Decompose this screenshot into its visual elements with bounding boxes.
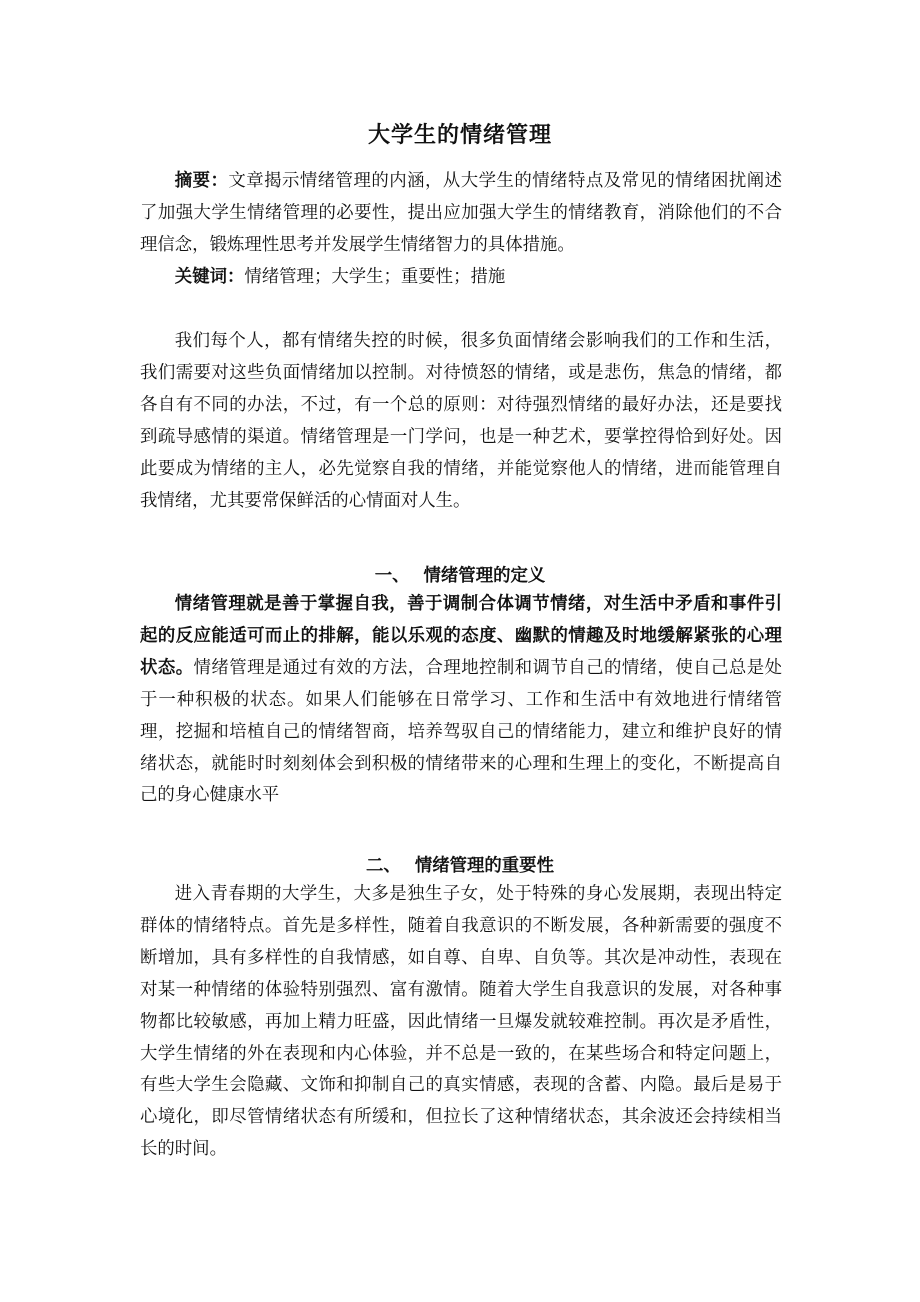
section-1-title: 情绪管理的定义 bbox=[423, 566, 546, 586]
abstract-text: 文章揭示情绪管理的内涵，从大学生的情绪特点及常见的情绪困扰阐述了加强大学生情绪管理的必要性，提出应加强大学生的情绪教育，消除他们的不合理信念，锻炼理性思考并发展学生情绪智力的具体措施。 bbox=[140, 171, 782, 255]
section-2-heading bbox=[0, 851, 920, 876]
section-1-text: 情绪管理是通过有效的方法，合理地控制和调节自己的情绪，使自己总是处于一种积极的状态。如果人们能够在日常学习、工作和生活中有效地进行情绪管理，挖掘和培植自己的情绪智商，培养驾驭自己的情绪能力，建立和维护良好的情绪状态，就能时时刻刻体会到积极的情绪带来的心理和生理上的变化，不断提高自己的身心健康水平 bbox=[140, 657, 782, 806]
keywords-paragraph bbox=[140, 262, 782, 294]
section-2-paragraph: 进入青春期的大学生，大多是独生子女，处于特殊的身心发展期，表现出特定群体的情绪特点。首先是多样性，随着自我意识的不断发展，各种新需要的强度不断增加，具有多样性的自我情感，如自尊、自卑、自负等。其次是冲动性，表现在对某一种情绪的体验特别强烈、富有激情。随着大学生自我意识的发展，对各种事物都比较敏感，再加上精力旺盛，因此情绪一旦爆发就较难控制。再次是矛盾性，大学生情绪的外在表现和内心体验，并不总是一致的，在某些场合和特定问题上，有些大学生会隐藏、文饰和抑制自己的真实情感，表现的含蓄、内隐。最后是易于心境化，即尽管情绪状态有所缓和，但拉长了这种情绪状态，其余波还会持续相当长的时间。 bbox=[140, 884, 782, 1160]
section-2-number: 二、 bbox=[366, 856, 401, 876]
section-1-heading bbox=[0, 561, 920, 586]
section-1-paragraph bbox=[140, 589, 782, 812]
document-title: 大学生的情绪管理 bbox=[367, 122, 552, 148]
section-1-definition: 情绪管理就是善于掌握自我，善于调制合体调节情绪，对生活中矛盾和事件引起的反应能适可而止的排解，能以乐观的态度、幽默的情趣及时地缓解紧张的心理状态。 bbox=[140, 594, 782, 678]
section-1-number: 一、 bbox=[374, 566, 410, 586]
abstract-paragraph bbox=[140, 166, 782, 262]
section-2-title: 情绪管理的重要性 bbox=[414, 856, 554, 876]
keywords-label: 关键词： bbox=[174, 267, 245, 287]
abstract-label: 摘要： bbox=[174, 171, 229, 191]
intro-paragraph: 我们每个人，都有情绪失控的时候，很多负面情绪会影响我们的工作和生活，我们需要对这些负面情绪加以控制。对待愤怒的情绪，或是悲伤，焦急的情绪，都各自有不同的办法，不过，有一个总的原则：对待强烈情绪的最好办法，还是要找到疏导感情的渠道。情绪管理是一门学问，也是一种艺术，要掌控得恰到好处。因此要成为情绪的主人，必先觉察自我的情绪，并能觉察他人的情绪，进而能管理自我情绪，尤其要常保鲜活的心情面对人生。 bbox=[140, 331, 782, 511]
keywords-text: 情绪管理；大学生；重要性；措施 bbox=[244, 267, 506, 287]
